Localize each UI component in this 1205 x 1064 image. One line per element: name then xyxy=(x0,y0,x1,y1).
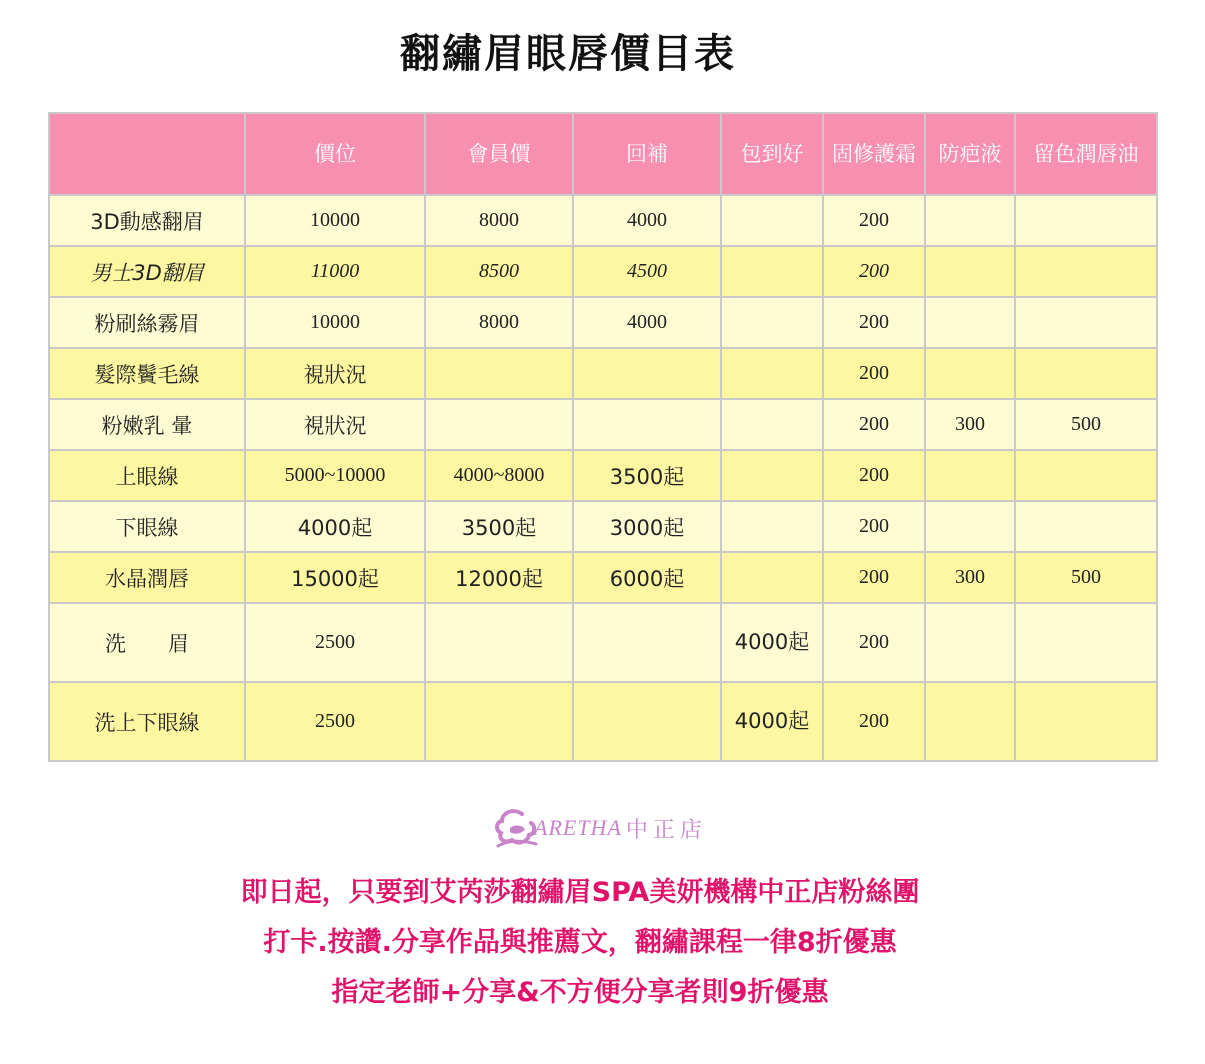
header-cell-touch-up: 回補 xyxy=(573,113,721,195)
package-cell xyxy=(721,399,823,450)
item-name-cell: 上眼線 xyxy=(49,450,245,501)
member-price-cell xyxy=(425,348,573,399)
header-cell-scar-liquid: 防疤液 xyxy=(925,113,1015,195)
table-row xyxy=(49,195,1157,246)
package-cell xyxy=(721,348,823,399)
header-cell-package: 包到好 xyxy=(721,113,823,195)
table-row xyxy=(49,348,1157,399)
lip-oil-cell: 500 xyxy=(1015,552,1157,603)
member-price-cell: 12000起 xyxy=(425,552,573,603)
table-header-row xyxy=(49,113,1157,195)
header-cell-item xyxy=(49,113,245,195)
scar-liquid-cell: 300 xyxy=(925,552,1015,603)
touch-up-cell: 6000起 xyxy=(573,552,721,603)
item-name-cell: 男士3D翻眉 xyxy=(49,246,245,297)
table-row xyxy=(49,399,1157,450)
member-price-cell: 8000 xyxy=(425,297,573,348)
touch-up-cell: 4000 xyxy=(573,195,721,246)
price-cell: 11000 xyxy=(245,246,425,297)
header-cell-repair-cream: 固修護霜 xyxy=(823,113,925,195)
item-name-cell: 3D動感翻眉 xyxy=(49,195,245,246)
member-price-cell: 3500起 xyxy=(425,501,573,552)
repair-cream-cell: 200 xyxy=(823,450,925,501)
scar-liquid-cell xyxy=(925,501,1015,552)
table-row xyxy=(49,603,1157,682)
member-price-cell xyxy=(425,682,573,761)
price-table xyxy=(48,112,1158,762)
header-cell-price: 價位 xyxy=(245,113,425,195)
scar-liquid-cell: 300 xyxy=(925,399,1015,450)
scar-liquid-cell xyxy=(925,603,1015,682)
lip-oil-cell xyxy=(1015,297,1157,348)
item-name-cell: 粉嫩乳 暈 xyxy=(49,399,245,450)
promo-line-3: 指定老師+分享&不方便分享者則9折優惠 xyxy=(331,977,829,1008)
package-cell xyxy=(721,501,823,552)
price-cell: 15000起 xyxy=(245,552,425,603)
package-cell xyxy=(721,195,823,246)
page-title: 翻繡眉眼唇價目表 xyxy=(400,31,736,77)
scar-liquid-cell xyxy=(925,297,1015,348)
promo-line-1: 即日起，只要到艾芮莎翻繡眉SPA美妍機構中正店粉絲團 xyxy=(240,877,920,908)
touch-up-cell: 3000起 xyxy=(573,501,721,552)
table-row xyxy=(49,501,1157,552)
lip-oil-cell xyxy=(1015,682,1157,761)
lip-oil-cell xyxy=(1015,450,1157,501)
price-cell: 視狀況 xyxy=(245,348,425,399)
item-name-cell: 髮際鬢毛線 xyxy=(49,348,245,399)
price-cell: 4000起 xyxy=(245,501,425,552)
lip-oil-cell xyxy=(1015,195,1157,246)
package-cell: 4000起 xyxy=(721,682,823,761)
touch-up-cell xyxy=(573,348,721,399)
price-cell: 10000 xyxy=(245,195,425,246)
repair-cream-cell: 200 xyxy=(823,603,925,682)
touch-up-cell: 4500 xyxy=(573,246,721,297)
lip-oil-cell xyxy=(1015,246,1157,297)
member-price-cell xyxy=(425,399,573,450)
price-cell: 視狀況 xyxy=(245,399,425,450)
logo-brand-text: ARETHA xyxy=(534,815,622,840)
item-name-cell: 洗上下眼線 xyxy=(49,682,245,761)
table-row xyxy=(49,682,1157,761)
package-cell: 4000起 xyxy=(721,603,823,682)
member-price-cell: 8000 xyxy=(425,195,573,246)
repair-cream-cell: 200 xyxy=(823,195,925,246)
repair-cream-cell: 200 xyxy=(823,399,925,450)
repair-cream-cell: 200 xyxy=(823,552,925,603)
package-cell xyxy=(721,297,823,348)
table-row xyxy=(49,450,1157,501)
member-price-cell xyxy=(425,603,573,682)
member-price-cell: 8500 xyxy=(425,246,573,297)
scar-liquid-cell xyxy=(925,195,1015,246)
repair-cream-cell: 200 xyxy=(823,246,925,297)
repair-cream-cell: 200 xyxy=(823,297,925,348)
repair-cream-cell: 200 xyxy=(823,501,925,552)
touch-up-cell xyxy=(573,603,721,682)
package-cell xyxy=(721,246,823,297)
header-cell-lip-oil: 留色潤唇油 xyxy=(1015,113,1157,195)
price-cell: 10000 xyxy=(245,297,425,348)
brand-logo xyxy=(492,806,707,850)
lip-oil-cell xyxy=(1015,348,1157,399)
package-cell xyxy=(721,552,823,603)
table-row xyxy=(49,552,1157,603)
item-name-cell: 水晶潤唇 xyxy=(49,552,245,603)
touch-up-cell xyxy=(573,682,721,761)
price-cell: 2500 xyxy=(245,603,425,682)
item-name-cell: 下眼線 xyxy=(49,501,245,552)
member-price-cell: 4000~8000 xyxy=(425,450,573,501)
package-cell xyxy=(721,450,823,501)
item-name-cell: 洗 眉 xyxy=(49,603,245,682)
table-row xyxy=(49,297,1157,348)
item-name-cell: 粉刷絲霧眉 xyxy=(49,297,245,348)
scar-liquid-cell xyxy=(925,246,1015,297)
lip-oil-cell: 500 xyxy=(1015,399,1157,450)
header-cell-member-price: 會員價 xyxy=(425,113,573,195)
table-row xyxy=(49,246,1157,297)
lip-oil-cell xyxy=(1015,501,1157,552)
price-cell: 2500 xyxy=(245,682,425,761)
repair-cream-cell: 200 xyxy=(823,682,925,761)
scar-liquid-cell xyxy=(925,450,1015,501)
promo-line-2: 打卡.按讚.分享作品與推薦文，翻繡課程一律8折優惠 xyxy=(263,927,897,958)
touch-up-cell: 4000 xyxy=(573,297,721,348)
cloud-swirl-icon xyxy=(492,806,538,850)
touch-up-cell: 3500起 xyxy=(573,450,721,501)
logo-branch-text: 中正店 xyxy=(625,817,707,843)
price-cell: 5000~10000 xyxy=(245,450,425,501)
scar-liquid-cell xyxy=(925,348,1015,399)
scar-liquid-cell xyxy=(925,682,1015,761)
lip-oil-cell xyxy=(1015,603,1157,682)
touch-up-cell xyxy=(573,399,721,450)
repair-cream-cell: 200 xyxy=(823,348,925,399)
